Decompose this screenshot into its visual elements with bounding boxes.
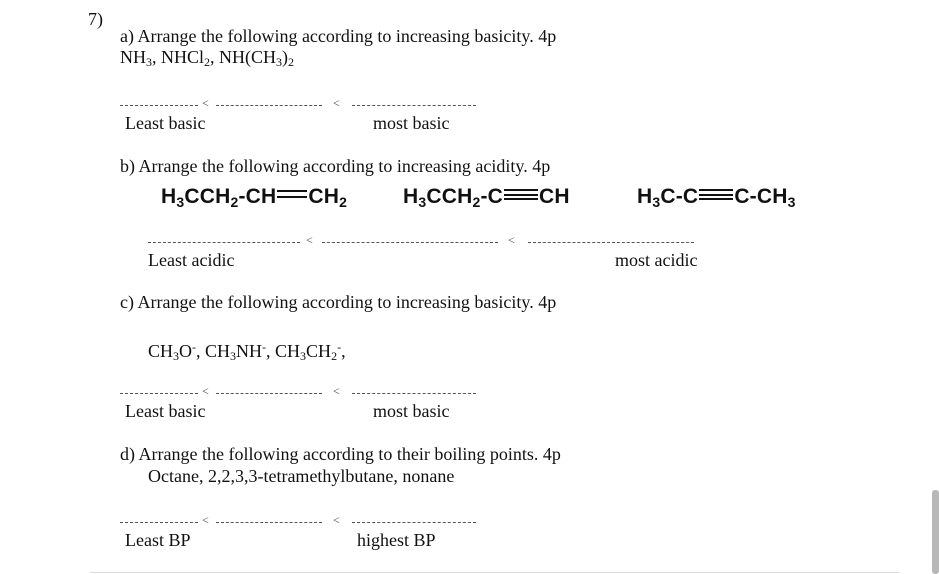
compound-1-1-butene: $H_3CCH_2-CH$ $CH_2$ xyxy=(161,185,348,210)
part-c-compounds: $CH_3O^-$, $CH_3NH^-$, $CH_3CH_2^-$, xyxy=(148,340,346,363)
most-label: most basic xyxy=(373,401,450,421)
answer-blank-3[interactable] xyxy=(352,105,476,106)
most-label: highest BP xyxy=(357,530,436,550)
answer-blank-2[interactable] xyxy=(216,393,322,394)
answer-blank-2[interactable] xyxy=(216,522,322,523)
answer-blank-2[interactable] xyxy=(322,242,498,243)
less-than-sign: < xyxy=(333,384,340,398)
answer-blank-2[interactable] xyxy=(216,105,322,106)
answer-blank-1[interactable] xyxy=(120,522,198,523)
least-label: Least basic xyxy=(125,113,206,133)
less-than-sign: < xyxy=(333,96,340,110)
most-label: most acidic xyxy=(615,250,698,270)
part-a-compounds: $NH_3$, NHCl$_2$, $NH(CH_3)_2$ xyxy=(120,47,295,69)
less-than-sign: < xyxy=(306,233,313,247)
answer-blank-1[interactable] xyxy=(148,242,300,243)
question-number: 7) xyxy=(88,9,103,29)
less-than-sign: < xyxy=(202,513,209,527)
part-d-prompt: d) Arrange the following according to their boiling points. 4p xyxy=(120,444,561,464)
answer-blank-3[interactable] xyxy=(352,522,476,523)
compound-3-2-butyne: $H_3C-C$ $C-CH_3$ xyxy=(637,185,796,210)
less-than-sign: < xyxy=(202,384,209,398)
less-than-sign: < xyxy=(508,233,515,247)
compound-2-1-butyne: $H_3CCH_2-C$ CH xyxy=(403,185,570,210)
most-label: most basic xyxy=(373,113,450,133)
answer-blank-1[interactable] xyxy=(120,393,198,394)
least-label: Least BP xyxy=(125,530,191,550)
less-than-sign: < xyxy=(202,96,209,110)
least-label: Least acidic xyxy=(148,250,235,270)
answer-blank-3[interactable] xyxy=(352,393,476,394)
answer-blank-3[interactable] xyxy=(528,242,694,243)
part-c-prompt: c) Arrange the following according to increasing basicity. 4p xyxy=(120,292,557,312)
part-b-prompt: b) Arrange the following according to increasing acidity. 4p xyxy=(120,156,551,176)
bottom-divider xyxy=(90,572,899,573)
part-a-prompt: a) Arrange the following according to increasing basicity. 4p xyxy=(120,26,557,46)
answer-blank-1[interactable] xyxy=(120,105,198,106)
least-label: Least basic xyxy=(125,401,206,421)
scrollbar[interactable] xyxy=(932,490,939,574)
less-than-sign: < xyxy=(333,513,340,527)
part-d-compounds: Octane, 2,2,3,3-tetramethylbutane, nonane xyxy=(148,466,455,486)
